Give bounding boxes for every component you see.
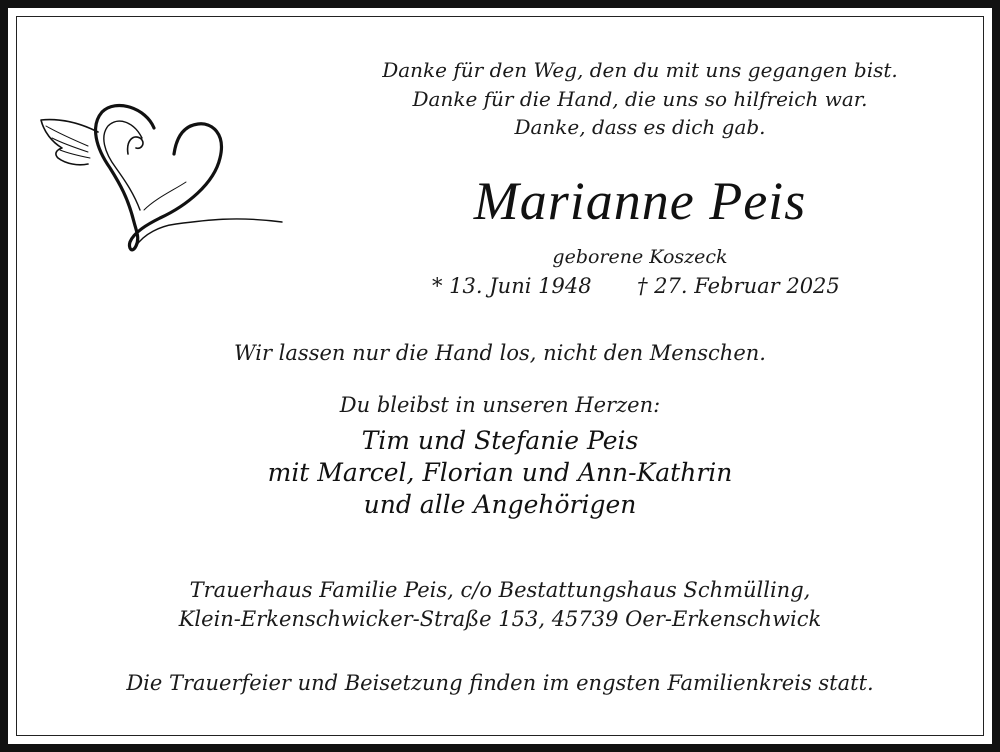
family-line-2: mit Marcel, Florian und Ann-Kathrin [267,458,733,487]
life-dates [0,274,1000,302]
service-notice: Die Trauerfeier und Beisetzung finden im engsten Familienkreis statt. [126,671,874,695]
family-line-3: und alle Angehörigen [363,490,637,519]
farewell-line: Du bleibst in unseren Herzen: [339,393,661,417]
address-line-1: Trauerhaus Familie Peis, c/o Bestattungshaus Schmülling, [189,578,811,602]
poem-line-1: Danke für den Weg, den du mit uns gegangen bist. [382,58,898,82]
quote: Wir lassen nur die Hand los, nicht den Menschen. [234,341,766,365]
deceased-name: Marianne Peis [473,171,807,231]
poem-line-2: Danke für die Hand, die uns so hilfreich war. [412,87,868,111]
death-date: † 27. Februar 2025 [637,274,840,298]
address-line-2: Klein-Erkenschwicker-Straße 153, 45739 Oer-Erkenschwick [178,607,822,631]
family-line-1: Tim und Stefanie Peis [361,426,639,455]
birth-date: * 13. Juni 1948 [432,274,592,298]
poem-line-3: Danke, dass es dich gab. [514,115,766,139]
maiden-name: geborene Koszeck [552,246,728,268]
